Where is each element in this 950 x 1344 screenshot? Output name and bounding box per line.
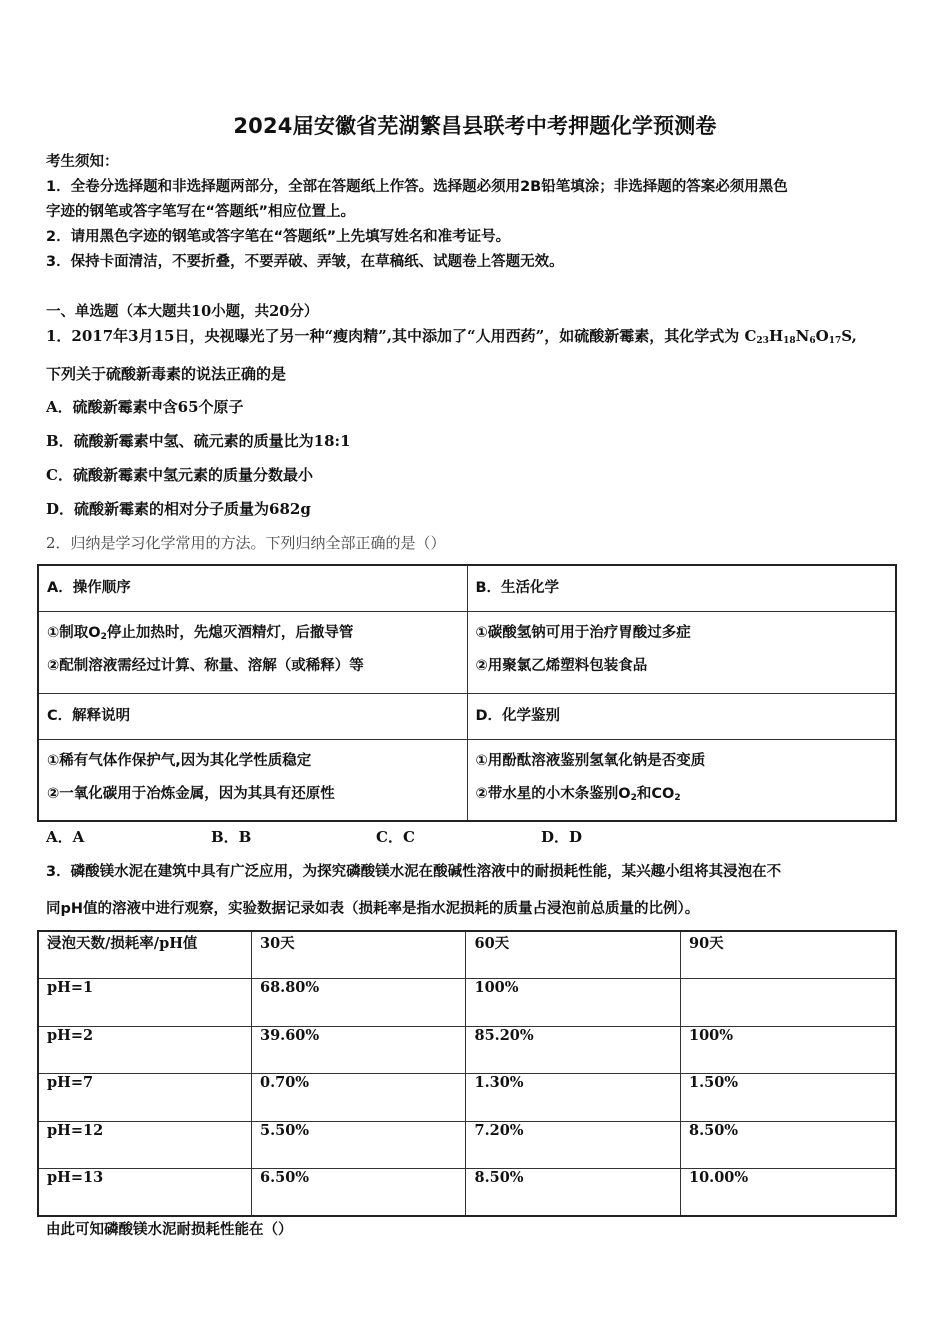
table-cell: 39.60% — [251, 1026, 466, 1074]
question-3-stem: 3．磷酸镁水泥在建筑中具有广泛应用，为探究磷酸镁水泥在酸碱性溶液中的耐损耗性能，某兴趣小组将其浸泡在不 — [46, 864, 782, 880]
question-1-stem-text: 1．2017年3月15日，央视曝光了另一种“瘦肉精”,其中添加了“人用西药”，如硫酸新霉素，其化学式为 — [46, 327, 740, 345]
table-cell: pH=7 — [38, 1074, 251, 1122]
cell-a-line-1: ①制取$O_2$停止加热时，先熄灭酒精灯，后撤导管 — [47, 624, 354, 642]
q1-option-b[interactable]: B．硫酸新霉素中氢、硫元素的质量比为18:1 — [46, 432, 351, 450]
column-header: 浸泡天数/损耗率/pH值 — [38, 931, 251, 979]
q2-choice-c[interactable]: C．C — [376, 828, 415, 846]
section-heading: 一、单选题（本大题共10小题，共20分） — [46, 303, 319, 320]
cell-d-line-1: ①用酚酞溶液鉴别氢氧化钠是否变质 — [475, 752, 706, 769]
question-1-stem-cont: 下列关于硫酸新毒素的说法正确的是 — [46, 365, 287, 383]
cell-c-content — [38, 739, 467, 821]
cell-b-label: B．生活化学 — [467, 565, 896, 611]
table-cell: pH=1 — [38, 979, 251, 1027]
table-row — [38, 1026, 896, 1074]
table-cell: pH=12 — [38, 1121, 251, 1169]
cell-a-label: A．操作顺序 — [38, 565, 467, 611]
cell-b-line-2: ②用聚氯乙烯塑料包装食品 — [475, 657, 648, 674]
table-cell: pH=2 — [38, 1026, 251, 1074]
table-cell: 85.20% — [466, 1026, 681, 1074]
cell-a-line-2: ②配制溶液需经过计算、称量、溶解（或稀释）等 — [47, 657, 364, 674]
notice-item-3: 3．保持卡面清洁，不要折叠，不要弄破、弄皱，在草稿纸、试题卷上答题无效。 — [46, 254, 564, 270]
q2-choice-a[interactable]: A．A — [46, 828, 85, 846]
table-cell: 0.70% — [251, 1074, 466, 1122]
q1-option-d[interactable]: D．硫酸新霉素的相对分子质量为682g — [46, 500, 311, 518]
notice-item-1-cont: 字迹的钢笔或答字笔写在“答题纸”相应位置上。 — [46, 204, 356, 220]
q1-option-a[interactable]: A．硫酸新霉素中含65个原子 — [46, 398, 244, 416]
q3-data-table — [37, 930, 897, 1217]
table-cell: 100% — [466, 979, 681, 1027]
q2-choice-d[interactable]: D．D — [541, 828, 583, 846]
table-cell: 100% — [680, 1026, 896, 1074]
notice-item-1: 1．全卷分选择题和非选择题两部分，全部在答题纸上作答。选择题必须用2B铅笔填涂；非选择题的答案必须用黑色 — [46, 179, 788, 195]
table-cell: 7.20% — [466, 1121, 681, 1169]
table-cell: 6.50% — [251, 1169, 466, 1217]
cell-c-line-2: ②一氧化碳用于冶炼金属，因为其具有还原性 — [47, 785, 335, 802]
question-3-followup: 由此可知磷酸镁水泥耐损耗性能在（） — [46, 1222, 293, 1238]
cell-d-content — [467, 739, 896, 821]
table-cell: 1.30% — [466, 1074, 681, 1122]
cell-b-line-1: ①碳酸氢钠可用于治疗胃酸过多症 — [475, 624, 691, 641]
cell-a-content — [38, 611, 467, 693]
table-cell: 8.50% — [680, 1121, 896, 1169]
table-header-row — [38, 931, 896, 979]
table-row — [38, 979, 896, 1027]
table-cell: 68.80% — [251, 979, 466, 1027]
cell-d-line-2: ②带水星的小木条鉴别$O_2$和$CO_2$ — [475, 785, 681, 803]
cell-c-label: C．解释说明 — [38, 693, 467, 739]
table-cell: 8.50% — [466, 1169, 681, 1217]
cell-b-content — [467, 611, 896, 693]
question-1-stem — [46, 326, 857, 346]
table-row — [38, 1074, 896, 1122]
chemical-formula: $C_{23}H_{18}N_6O_{17}S$, — [744, 327, 857, 346]
q1-option-c[interactable]: C．硫酸新霉素中氢元素的质量分数最小 — [46, 466, 313, 484]
table-row — [38, 1121, 896, 1169]
table-row — [38, 1169, 896, 1217]
table-cell — [680, 979, 896, 1027]
question-2-stem: 2．归纳是学习化学常用的方法。下列归纳全部正确的是（） — [46, 534, 446, 552]
cell-d-label: D．化学鉴别 — [467, 693, 896, 739]
q2-choice-b[interactable]: B．B — [211, 828, 252, 846]
table-cell: 10.00% — [680, 1169, 896, 1217]
column-header: 90天 — [680, 931, 896, 979]
q2-summary-table — [37, 564, 897, 822]
page-title: 2024届安徽省芜湖繁昌县联考中考押题化学预测卷 — [233, 114, 717, 138]
table-cell: 5.50% — [251, 1121, 466, 1169]
table-cell: pH=13 — [38, 1169, 251, 1217]
table-row — [38, 611, 896, 693]
table-row — [38, 739, 896, 821]
table-row — [38, 565, 896, 611]
question-3-stem-cont: 同pH值的溶液中进行观察，实验数据记录如表（损耗率是指水泥损耗的质量占浸泡前总质量的比例）。 — [46, 901, 700, 917]
column-header: 30天 — [251, 931, 466, 979]
table-row — [38, 693, 896, 739]
notice-heading: 考生须知： — [46, 154, 119, 170]
cell-c-line-1: ①稀有气体作保护气,因为其化学性质稳定 — [47, 752, 312, 769]
notice-item-2: 2．请用黑色字迹的钢笔或答字笔在“答题纸”上先填写姓名和准考证号。 — [46, 229, 511, 245]
column-header: 60天 — [466, 931, 681, 979]
table-cell: 1.50% — [680, 1074, 896, 1122]
